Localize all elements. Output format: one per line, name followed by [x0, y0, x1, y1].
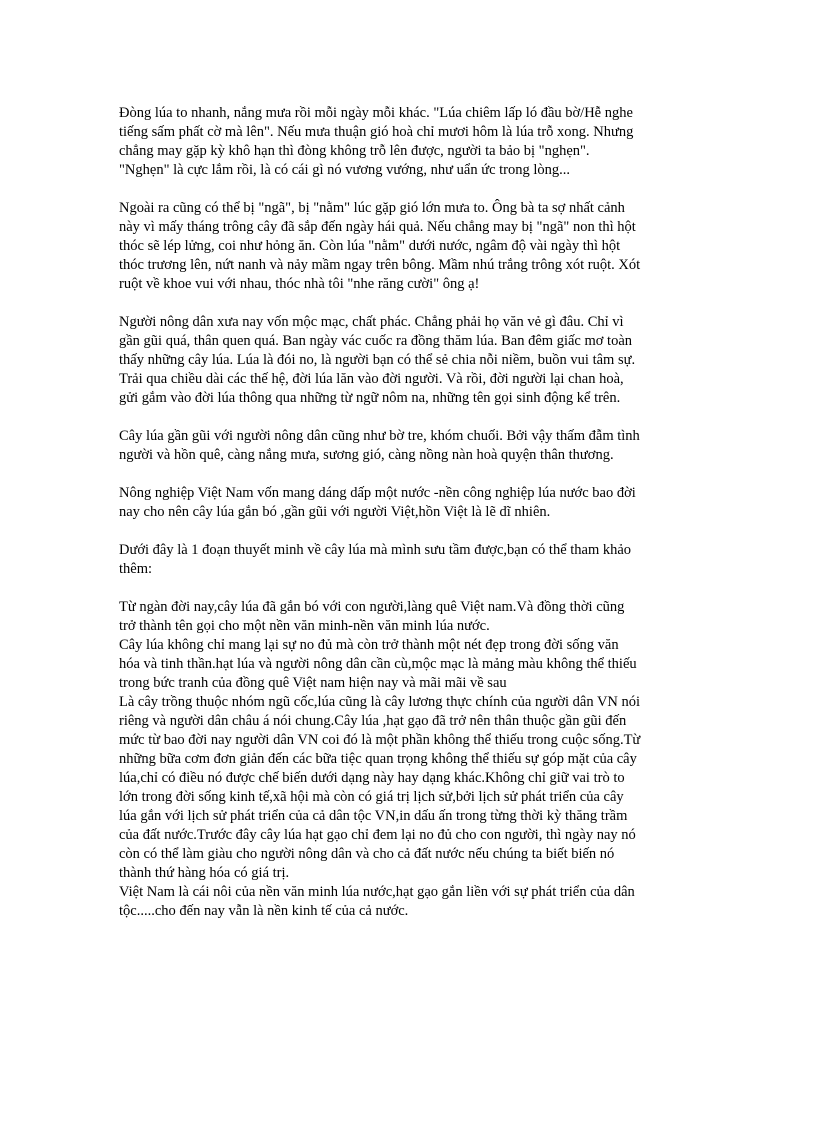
- text-line: thấy những cây lúa. Lúa là đói no, là người bạn có thể sẻ chia nỗi niềm, buồn vui tâm sự.: [119, 352, 636, 368]
- text-line: này vì mấy tháng trông cây đã sắp đến ngày hái quả. Nếu chẳng may bị "ngã" non thì hột: [119, 219, 636, 235]
- essay-paragraph-4: [119, 883, 697, 921]
- text-line: Đòng lúa to nhanh, nắng mưa rồi mỗi ngày mỗi khác. "Lúa chiêm lấp ló đầu bờ/Hễ nghe: [119, 105, 633, 121]
- text-line: còn có thể làm giàu cho người nông dân và cho cả đất nước nếu chúng ta biết biến nó: [119, 846, 615, 862]
- text-line: lúa gắn với lịch sử phát triển của cả dân tộc VN,in dấu ấn trong từng thời kỳ thăng trầm: [119, 808, 628, 824]
- text-line: gần gũi quá, thân quen quá. Ban ngày vác cuốc ra đồng thăm lúa. Ban đêm giấc mơ toàn: [119, 333, 633, 349]
- text-line: riêng và người dân châu á nói chung.Cây lúa ,hạt gạo đã trở nên thân thuộc gần gũi đến: [119, 713, 627, 729]
- text-line: những bữa cơm đơn giản đến các bữa tiệc quan trọng không thể thiếu sự góp mặt của cây: [119, 751, 637, 767]
- text-line: Trải qua chiều dài các thế hệ, đời lúa lăn vào đời người. Và rồi, đời người lại chan hoà,: [119, 371, 624, 387]
- text-line: thóc sẽ lép lửng, coi như hỏng ăn. Còn lúa "nằm" dưới nước, ngâm độ vài ngày thì hột: [119, 238, 621, 254]
- text-line: "Nghẹn" là cực lắm rồi, là có cái gì nó vương vướng, như uẩn ức trong lòng...: [119, 162, 571, 178]
- text-line: lớn trong đời sống kinh tế,xã hội mà còn có giá trị lịch sử,bởi lịch sử phát triển của cây: [119, 789, 624, 805]
- text-line: trở thành tên gọi cho một nền văn minh-nền văn minh lúa nước.: [119, 618, 490, 634]
- paragraph-nong-nghiep: [119, 484, 697, 522]
- text-line: người và hồn quê, càng nắng mưa, sương gió, càng nồng nàn hoà quyện thân thương.: [119, 447, 614, 463]
- text-line: Việt Nam là cái nôi của nền văn minh lúa nước,hạt gạo gắn liền với sự phát triển của dân: [119, 884, 635, 900]
- text-line: tiếng sấm phất cờ mà lên". Nếu mưa thuận gió hoà chỉ mươi hôm là lúa trỗ xong. Nhưng: [119, 124, 634, 140]
- paragraph-nguoi-nong-dan: [119, 313, 697, 408]
- paragraph-nga-nam: [119, 199, 697, 294]
- text-line: Nông nghiệp Việt Nam vốn mang dáng dấp một nước -nền công nghiệp lúa nước bao đời: [119, 485, 636, 501]
- text-line: lúa,chỉ có điều nó được chế biến dưới dạng này hay dạng khác.Không chỉ giữ vai trò to: [119, 770, 625, 786]
- text-line: Từ ngàn đời nay,cây lúa đã gắn bó với con người,làng quê Việt nam.Và đồng thời cũng: [119, 599, 625, 615]
- essay-paragraph-2: [119, 636, 697, 693]
- text-line: thóc trương lên, nứt nanh và nảy mầm ngay trên bông. Mầm nhú trắng trông xót ruột. Xót: [119, 257, 641, 273]
- text-line: mức từ bao đời nay người dân VN coi đó là một phần không thể thiếu trong cuộc sống.Từ: [119, 732, 641, 748]
- text-line: gửi gắm vào đời lúa thông qua những từ ngữ nôm na, những tên gọi sinh động kể trên.: [119, 390, 621, 406]
- text-line: Dưới đây là 1 đoạn thuyết minh về cây lúa mà mình sưu tầm được,bạn có thể tham khảo: [119, 542, 632, 558]
- text-line: hóa và tinh thần.hạt lúa và người nông dân cần cù,mộc mạc là mảng màu không thể thiếu: [119, 656, 637, 672]
- paragraph-cay-lua-gan-gui: [119, 427, 697, 465]
- text-line: nay cho nên cây lúa gắn bó ,gần gũi với người Việt,hồn Việt là lẽ dĩ nhiên.: [119, 504, 551, 520]
- text-line: Cây lúa gần gũi với người nông dân cũng như bờ tre, khóm chuối. Bởi vậy thấm đẫm tình: [119, 428, 640, 444]
- text-line: Cây lúa không chỉ mang lại sự no đủ mà còn trở thành một nét đẹp trong đời sống văn: [119, 637, 619, 653]
- text-line: thành thứ hàng hóa có giá trị.: [119, 865, 290, 881]
- essay-paragraph-1: [119, 598, 697, 636]
- text-line: ruột về khoe vui với nhau, thóc nhà tôi "nhe răng cười" ông ạ!: [119, 276, 480, 292]
- text-line: thêm:: [119, 561, 153, 577]
- text-line: trong bức tranh của đồng quê Việt nam hiện nay và mãi mãi về sau: [119, 675, 507, 691]
- paragraph-intro-thuyet-minh: [119, 541, 697, 579]
- document-page: [119, 104, 697, 921]
- text-line: tộc.....cho đến nay vẫn là nền kinh tế của cả nước.: [119, 903, 409, 919]
- text-line: của đất nước.Trước đây cây lúa hạt gạo chỉ đem lại no đủ cho con người, thì ngày nay nó: [119, 827, 636, 843]
- essay-paragraph-3: [119, 693, 697, 883]
- text-line: chẳng may gặp kỳ khô hạn thì đòng không trỗ lên được, người ta bảo bị "nghẹn".: [119, 143, 590, 159]
- text-line: Người nông dân xưa nay vốn mộc mạc, chất phác. Chẳng phải họ văn vẻ gì đâu. Chỉ vì: [119, 314, 624, 330]
- text-line: Ngoài ra cũng có thể bị "ngã", bị "nằm" lúc gặp gió lớn mưa to. Ông bà ta sợ nhất cảnh: [119, 200, 625, 216]
- paragraph-dong-lua: [119, 104, 697, 180]
- text-line: Là cây trồng thuộc nhóm ngũ cốc,lúa cũng là cây lương thực chính của người dân VN nói: [119, 694, 641, 710]
